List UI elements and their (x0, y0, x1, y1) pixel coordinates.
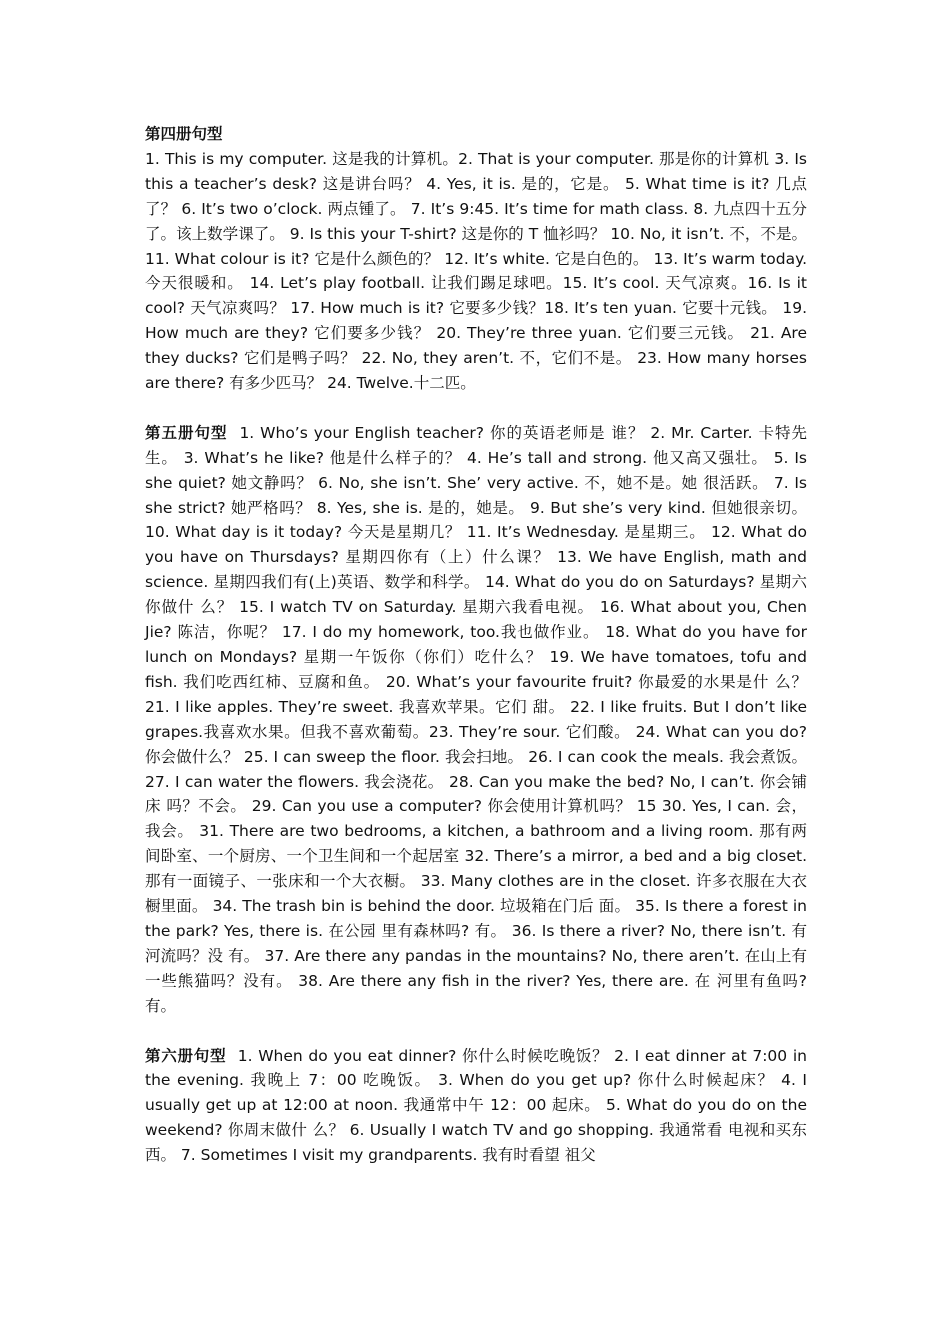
document-page (145, 122, 807, 1193)
section-book-4 (145, 122, 807, 396)
section-title: 第五册句型 (145, 423, 228, 442)
section-book-5 (145, 421, 807, 1019)
section-body: 1. When do you eat dinner? 你什么时候吃晚饭？ 2. I eat dinner at 7:00 in the evening. 我晚上 7：00 吃晚饭。 3. When do you get up? 你什么时候起床？ 4. I usually get up at 12:00 at noon. 我通常中午 12：00 起床。 5. What do you do on the weekend? 你周末做什 么？ 6. Usually I watch TV and go shopping. 我通常看 电视和买东西。 7. Sometimes I visit my grandparents. 我有时看望 祖父 (145, 1046, 807, 1165)
section-title: 第四册句型 (145, 125, 223, 143)
section-title: 第六册句型 (145, 1046, 227, 1065)
section-body: 1. This is my computer. 这是我的计算机。2. That is your computer. 那是你的计算机 3. Is this a teacher’s desk? 这是讲台吗？ 4. Yes, it is. 是的，它是。 5. What time is it? 几点了？ 6. It’s two o’clock. 两点锺了。 7. It’s 9:45. It’s time for math class. 8. 九点四十五分了。该上数学课了。 9. Is this your T-shirt? 这是你的 T 恤衫吗？ 10. No, it isn’t. 不，不是。 11. What colour is it? 它是什么颜色的？ 12. It’s white. 它是白色的。 13. It’s warm today. 今天很暖和。 14. Let’s play football. 让我们踢足球吧。15. It’s cool. 天气凉爽。16. Is it cool? 天气凉爽吗？ 17. How much is it? 它要多少钱？18. It’s ten yuan. 它要十元钱。 19. How much are they? 它们要多少钱？ 20. They’re three yuan. 它们要三元钱。 21. Are they ducks? 它们是鸭子吗？ 22. No, they aren’t. 不，它们不是。 23. How many horses are there? 有多少匹马？ 24. Twelve.十二匹。 (145, 149, 807, 393)
section-book-6 (145, 1044, 807, 1169)
section-body: 1. Who’s your English teacher? 你的英语老师是 谁？ 2. Mr. Carter. 卡特先生。 3. What’s he like? 他是什么样子的？ 4. He’s tall and strong. 他又高又强壮。 5. Is she quiet? 她文静吗？ 6. No, she isn’t. She’ very active. 不，她不是。她 很活跃。 7. Is she strict? 她严格吗？ 8. Yes, she is. 是的，她是。 9. But she’s very kind. 但她很亲切。 10. What day is it today? 今天是星期几？ 11. It’s Wednesday. 是星期三。 12. What do you have on Thursdays? 星期四你有（上）什么课？ 13. We have English, math and science. 星期四我们有(上)英语、数学和科学。 14. What do you do on Saturdays? 星期六你做什 么？ 15. I watch TV on Saturday. 星期六我看电视。 16. What about you, Chen Jie? 陈洁，你呢？ 17. I do my homework, too.我也做作业。 18. What do you have for lunch on Mondays? 星期一午饭你（你们）吃什么？ 19. We have tomatoes, tofu and fish. 我们吃西红柿、豆腐和鱼。 20. What’s your favourite fruit? 你最爱的水果是什 么？ 21. I like apples. They’re sweet. 我喜欢苹果。它们 甜。 22. I like fruits. But I don’t like grapes.我喜欢水果。但我不喜欢葡萄。23. They’re sour. 它们酸。 24. What can you do? 你会做什么？ 25. I can sweep the floor. 我会扫地。 26. I can cook the meals. 我会煮饭。 27. I can water the flowers. 我会浇花。 28. Can you make the bed? No, I can’t. 你会铺床 吗？不会。 29. Can you use a computer? 你会使用计算机吗？ 15 30. Yes, I can. 会，我会。 31. There are two bedrooms, a kitchen, a bathroom and a living room. 那有两间卧室、一个厨房、一个卫生间和一个起居室 32. There’s a mirror, a bed and a big closet. 那有一面镜子、一张床和一个大衣橱。 33. Many clothes are in the closet. 许多衣服在大衣 橱里面。 34. The trash bin is behind the door. 垃圾箱在门后 面。 35. Is there a forest in the park? Yes, there is. 在公园 里有森林吗? 有。 36. Is there a river? No, there isn’t. 有河流吗？没 有。 37. Are there any pandas in the mountains? No, there aren’t. 在山上有一些熊猫吗？没有。 38. Are there any fish in the river? Yes, there are. 在 河里有鱼吗? 有。 (145, 423, 807, 1015)
